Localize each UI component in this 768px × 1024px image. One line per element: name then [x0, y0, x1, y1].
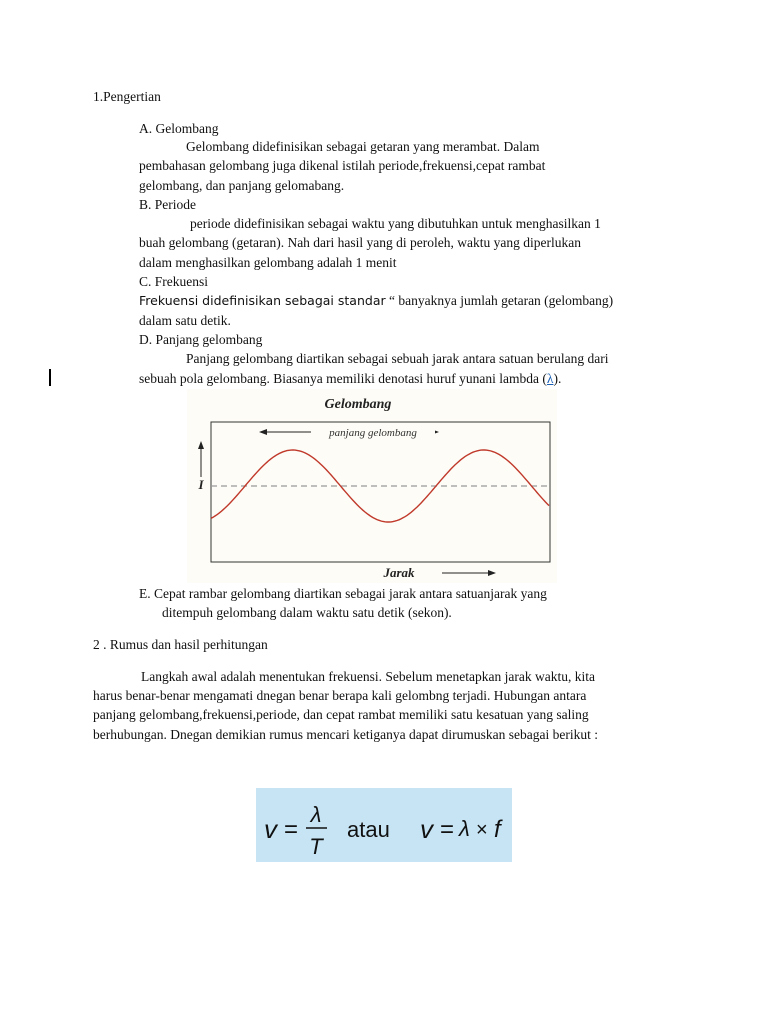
text-cursor — [49, 369, 51, 386]
formula-times: × — [476, 819, 488, 841]
lambda-link[interactable]: λ — [546, 371, 554, 386]
item-b-line-1: periode didefinisikan sebagai waktu yang dibutuhkan untuk menghasilkan 1 — [190, 216, 601, 231]
item-d-line-2 — [139, 370, 561, 388]
formula-graphic — [256, 788, 512, 862]
formula-box — [256, 788, 512, 862]
item-b-title: B. Periode — [139, 197, 196, 212]
wave-figure — [187, 389, 557, 583]
wavelength-label: panjang gelombang — [329, 427, 417, 439]
section-1-heading: 1.Pengertian — [93, 89, 161, 104]
item-a-title: A. Gelombang — [139, 121, 219, 136]
formula-f: f — [494, 816, 501, 843]
formula-lambda-2: λ — [459, 816, 470, 841]
section-2-line-1: Langkah awal adalah menentukan frekuensi. Sebelum menetapkan jarak waktu, kita — [141, 669, 595, 684]
section-2-line-2: harus benar-benar mengamati dnegan benar berapa kali gelombng terjadi. Hubungan antara — [93, 688, 587, 703]
y-label: I — [198, 477, 204, 492]
section-2-line-4: berhubungan. Dnegan demikian rumus mencari ketiganya dapat dirumuskan sebagai berikut : — [93, 727, 598, 742]
formula-v2: v — [420, 814, 433, 844]
formula-equals: = — [284, 816, 299, 843]
item-d-line-1: Panjang gelombang diartikan sebagai sebuah jarak antara satuan berulang dari — [186, 351, 609, 366]
item-c-line-2: dalam satu detik. — [139, 313, 231, 328]
item-d-line-2-end: ). — [553, 371, 562, 386]
y-arrow-head — [198, 441, 204, 449]
item-c-line-1-part-2: “ banyaknya jumlah getaran (gelombang) — [389, 293, 614, 308]
item-e-line-1: ditempuh gelombang dalam waktu satu detik (sekon). — [162, 605, 452, 620]
item-d-title: D. Panjang gelombang — [139, 332, 263, 347]
formula-v: v — [264, 814, 277, 844]
item-a-line-2: pembahasan gelombang juga dikenal istilah periode,frekuensi,cepat rambat — [139, 158, 546, 173]
item-b-line-2: buah gelombang (getaran). Nah dari hasil yang di peroleh, waktu yang diperlukan — [139, 235, 581, 250]
formula-T-denominator: T — [309, 834, 323, 859]
item-c-line-1-part-1: Frekuensi didefinisikan sebagai standar — [139, 293, 386, 308]
item-a-line-1: Gelombang didefinisikan sebagai getaran yang merambat. Dalam — [186, 139, 540, 154]
section-2-heading: 2 . Rumus dan hasil perhitungan — [93, 637, 268, 652]
wavelength-arrow-left — [259, 429, 267, 435]
item-b-line-3: dalam menghasilkan gelombang adalah 1 menit — [139, 255, 397, 270]
item-c-title: C. Frekuensi — [139, 274, 208, 289]
section-2-line-3: panjang gelombang,frekuensi,periode, dan cepat rambat memiliki satu kesatuan yang saling — [93, 707, 589, 722]
item-c-line-1 — [139, 292, 613, 310]
wave-frame — [211, 422, 550, 562]
item-d-line-2-text: sebuah pola gelombang. Biasanya memiliki denotasi huruf yunani lambda ( — [139, 371, 547, 386]
formula-equals-2: = — [440, 816, 455, 843]
wave-diagram — [187, 389, 557, 583]
item-a-line-3: gelombang, dan panjang gelomabang. — [139, 178, 345, 193]
x-label: Jarak — [383, 565, 415, 580]
wave-title: Gelombang — [324, 397, 392, 412]
x-arrow-head — [488, 570, 496, 576]
formula-lambda-numerator: λ — [310, 802, 322, 827]
item-e-title: E. Cepat rambar gelombang diartikan sebagai jarak antara satuanjarak yang — [139, 586, 547, 601]
formula-atau: atau — [347, 817, 390, 842]
